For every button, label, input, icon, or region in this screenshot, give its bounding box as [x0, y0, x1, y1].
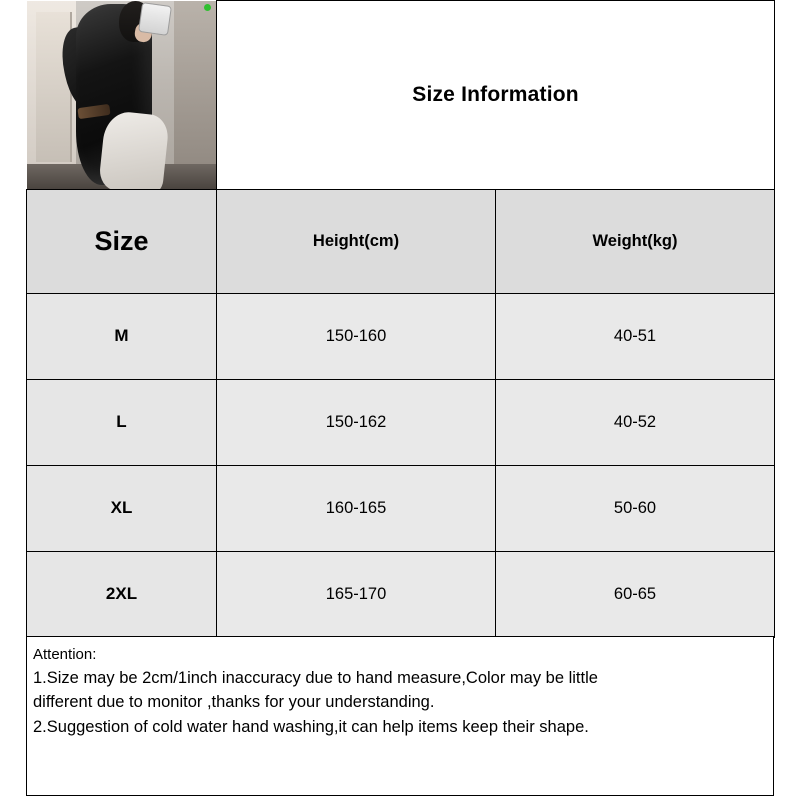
- table-header-row: [27, 189, 775, 293]
- page-title: Size Information: [217, 1, 775, 190]
- cell-height: 165-170: [217, 551, 496, 637]
- column-header-height: Height(cm): [217, 189, 496, 293]
- attention-line-3: 2.Suggestion of cold water hand washing,it can help items keep their shape.: [33, 717, 589, 736]
- table-row: [27, 465, 775, 551]
- photo-background: [27, 1, 217, 189]
- column-header-size: Size: [27, 189, 217, 293]
- attention-box: [26, 636, 774, 796]
- size-information-table: [26, 0, 775, 638]
- table-row: [27, 293, 775, 379]
- cell-size: M: [27, 293, 217, 379]
- table-row: [27, 379, 775, 465]
- attention-heading: Attention:: [33, 646, 97, 663]
- attention-line-2: different due to monitor ,thanks for your understanding.: [33, 693, 435, 712]
- table-row: [27, 551, 775, 637]
- table-row-title: [27, 1, 775, 190]
- cell-height: 160-165: [217, 465, 496, 551]
- cell-height: 150-160: [217, 293, 496, 379]
- product-photo: [27, 1, 217, 190]
- cell-weight: 60-65: [496, 551, 775, 637]
- cell-size: 2XL: [27, 551, 217, 637]
- cell-size: L: [27, 379, 217, 465]
- cell-weight: 50-60: [496, 465, 775, 551]
- cell-height: 150-162: [217, 379, 496, 465]
- cell-size: XL: [27, 465, 217, 551]
- photo-wall-right: [174, 1, 216, 189]
- column-header-weight: Weight(kg): [496, 189, 775, 293]
- recording-indicator-icon: [204, 4, 211, 11]
- photo-model-pants: [98, 110, 170, 189]
- photo-phone: [138, 2, 172, 36]
- cell-weight: 40-52: [496, 379, 775, 465]
- cell-weight: 40-51: [496, 293, 775, 379]
- attention-line-1: 1.Size may be 2cm/1inch inaccuracy due to hand measure,Color may be little: [33, 669, 598, 688]
